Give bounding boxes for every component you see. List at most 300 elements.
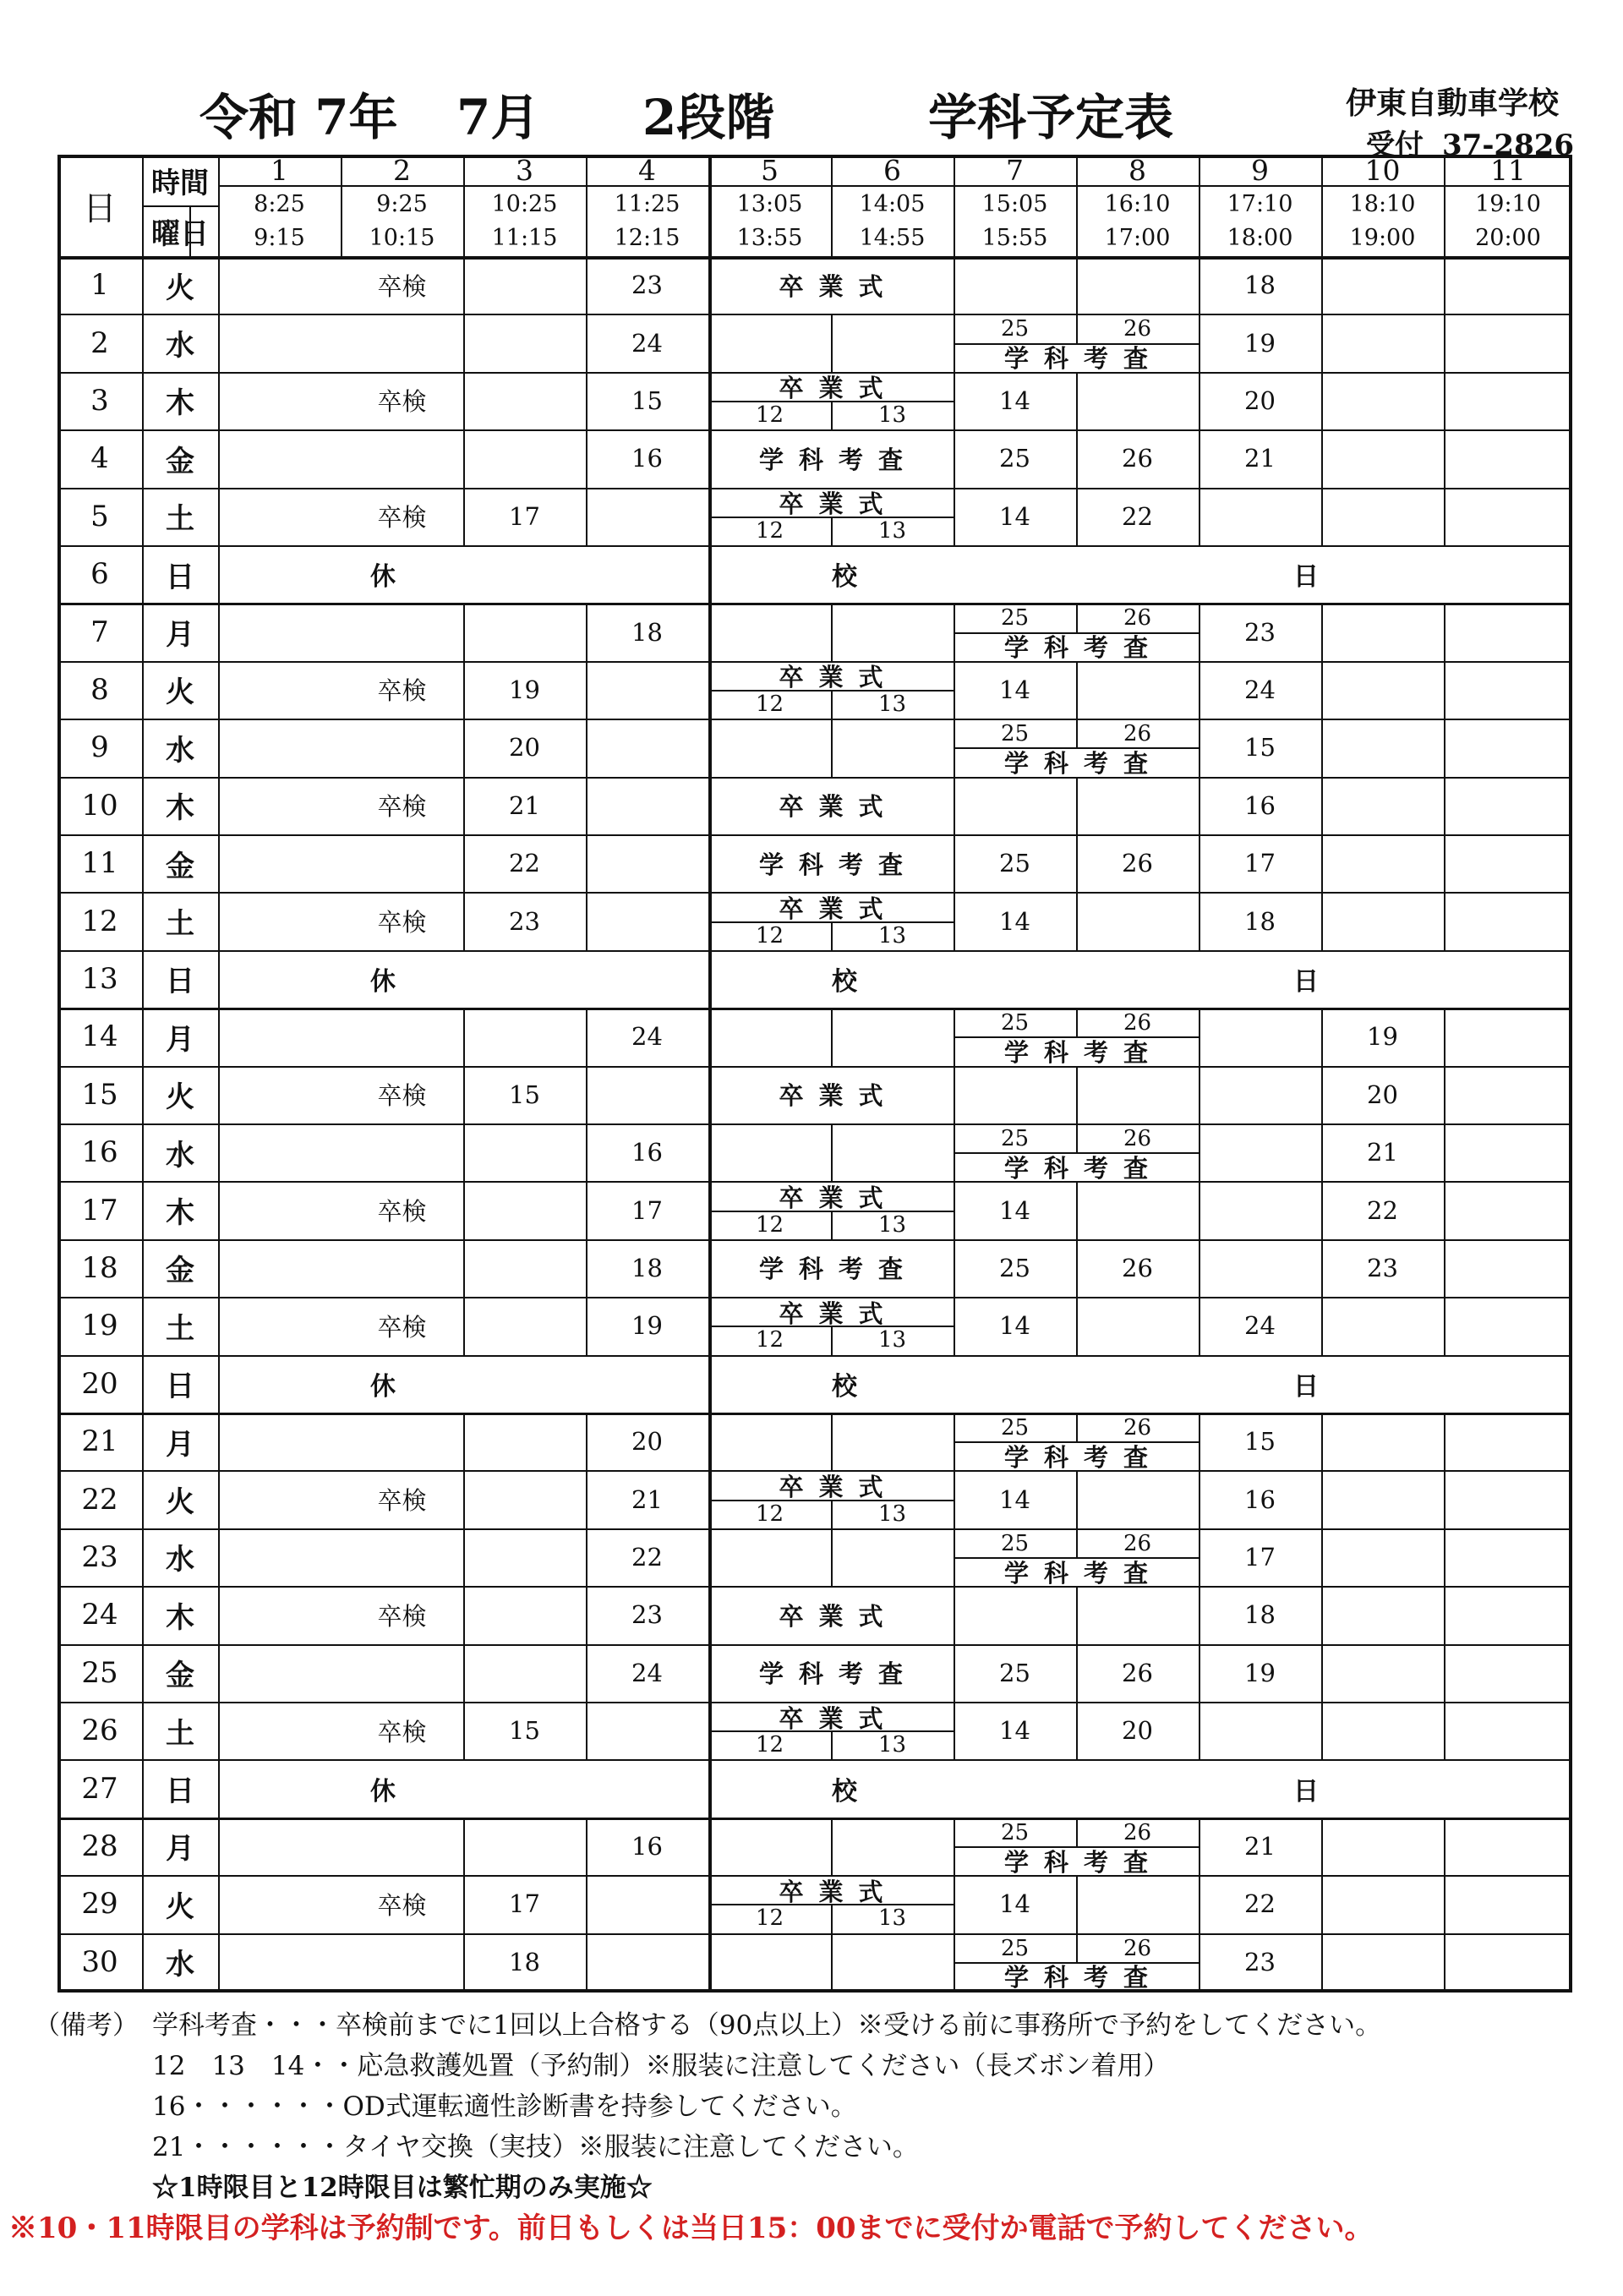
weekday: 日 — [166, 560, 194, 594]
grid-line — [463, 429, 465, 487]
grid-line — [1321, 777, 1323, 834]
written-exam: 学科考査 — [1003, 748, 1163, 778]
day-number: 7 — [90, 615, 109, 649]
grid-line — [1076, 1586, 1078, 1643]
graduation-ceremony: 卒業式 — [779, 1703, 899, 1733]
weekday: 火 — [166, 1080, 194, 1115]
period-entry: 14 — [999, 906, 1030, 936]
grid-line — [1076, 661, 1078, 719]
grid-line — [1199, 719, 1200, 776]
grid-line — [954, 1413, 955, 1470]
graduation-test: 卒検 — [377, 1197, 427, 1227]
grid-line — [954, 632, 1199, 634]
ceremony-period-6: 13 — [877, 1501, 907, 1527]
grid-line — [831, 1211, 833, 1239]
grid-line — [463, 155, 465, 256]
grid-line — [586, 1875, 587, 1932]
note-line: ☆1時限目と12時限目は繁忙期のみ実施☆ — [152, 2173, 653, 2203]
ceremony-period-6: 13 — [877, 517, 907, 544]
period-end: 9:15 — [254, 224, 305, 251]
period-entry: 20 — [1367, 1080, 1398, 1109]
ceremony-period-6: 13 — [877, 922, 907, 948]
grid-line — [954, 1818, 955, 1875]
grid-line — [1444, 1586, 1445, 1643]
grid-line — [463, 1644, 465, 1702]
grid-line — [586, 1470, 587, 1528]
reservation-warning: ※10・11時限目の学科は予約制です。前日もしくは当日15：00までに受付か電話で予約してください。 — [8, 2211, 1374, 2245]
grid-line — [1076, 1702, 1078, 1759]
exam-period-7: 25 — [1000, 1935, 1030, 1961]
stage: 2段階 — [642, 89, 775, 146]
grid-line — [1076, 372, 1078, 429]
era-year: 令和 7年 — [199, 89, 398, 146]
period-entry: 26 — [1122, 444, 1153, 473]
weekday: 日 — [166, 1369, 194, 1404]
grid-line — [954, 1875, 955, 1932]
note-line: 学科考査・・・卒検前までに1回以上合格する（90点以上）※受ける前に事務所で予約をしてください。 — [152, 2010, 1382, 2041]
ceremony-period-6: 13 — [877, 1327, 907, 1353]
holiday-char: 休 — [370, 1371, 396, 1402]
graduation-ceremony: 卒業式 — [779, 1298, 899, 1328]
period-end: 11:15 — [491, 224, 558, 251]
period-number: 5 — [761, 153, 779, 187]
grid-line — [1199, 372, 1200, 429]
day-number: 19 — [81, 1309, 118, 1343]
holiday-char: 休 — [370, 966, 396, 997]
grid-line — [1444, 1933, 1445, 1991]
grid-line — [463, 1181, 465, 1238]
grid-line — [1444, 372, 1445, 429]
grid-line — [954, 372, 955, 429]
grid-line — [1321, 372, 1323, 429]
header-period-label: 時間 — [151, 166, 209, 200]
period-number: 10 — [1364, 153, 1401, 187]
grid-line — [954, 1008, 955, 1065]
grid-line — [586, 603, 587, 660]
grid-line — [1444, 1528, 1445, 1586]
period-entry: 25 — [999, 1658, 1030, 1687]
grid-line — [1199, 1586, 1200, 1643]
grid-line — [1076, 1528, 1078, 1557]
grid-line — [1199, 1875, 1200, 1932]
grid-line — [57, 777, 1572, 779]
period-end: 20:00 — [1475, 224, 1541, 251]
grid-line — [57, 1413, 1572, 1415]
grid-line — [463, 777, 465, 834]
grid-line — [1199, 1470, 1200, 1528]
grid-line — [954, 603, 955, 660]
grid-line — [57, 372, 1572, 374]
grid-line — [57, 603, 1572, 605]
grid-line — [57, 661, 1572, 663]
written-exam: 学科考査 — [1003, 633, 1163, 663]
grid-line — [1321, 603, 1323, 660]
day-number: 1 — [90, 268, 109, 303]
exam-period-7: 25 — [1000, 316, 1030, 342]
grid-line — [1076, 892, 1078, 949]
exam-period-8: 26 — [1123, 316, 1152, 342]
weekday: 金 — [166, 1659, 194, 1693]
day-number: 17 — [81, 1193, 118, 1227]
graduation-test: 卒検 — [377, 271, 427, 301]
grid-line — [1321, 834, 1323, 892]
grid-line — [57, 1355, 1572, 1357]
grid-line — [57, 1066, 1572, 1068]
period-start: 11:25 — [614, 190, 680, 217]
period-number: 4 — [638, 153, 656, 187]
grid-line — [1321, 1239, 1323, 1297]
weekday: 火 — [166, 1889, 194, 1924]
day-number: 20 — [81, 1366, 118, 1401]
grid-line — [1444, 314, 1445, 371]
day-number: 9 — [90, 730, 109, 765]
grid-line — [954, 155, 955, 256]
period-entry: 18 — [1244, 906, 1276, 936]
grid-line — [1199, 661, 1200, 719]
grid-line — [1444, 1066, 1445, 1123]
written-exam: 学科考査 — [1003, 344, 1163, 374]
exam-period-8: 26 — [1123, 1819, 1152, 1845]
holiday-char: 校 — [832, 1776, 857, 1807]
grid-line — [1199, 777, 1200, 834]
period-entry: 20 — [509, 733, 540, 763]
period-entry: 18 — [1244, 1600, 1276, 1630]
grid-line — [954, 1297, 955, 1354]
grid-line — [1199, 1702, 1200, 1759]
grid-line — [1199, 256, 1200, 314]
ceremony-period-6: 13 — [877, 402, 907, 429]
exam-period-8: 26 — [1123, 605, 1152, 631]
grid-line — [1321, 1008, 1323, 1065]
graduation-test: 卒検 — [377, 676, 427, 706]
grid-line — [586, 314, 587, 371]
ceremony-period-6: 13 — [877, 1905, 907, 1932]
day-number: 25 — [81, 1655, 118, 1690]
period-start: 17:10 — [1227, 190, 1293, 217]
grid-line — [1321, 1875, 1323, 1932]
grid-line — [1321, 1818, 1323, 1875]
day-number: 8 — [90, 672, 109, 707]
holiday-row — [218, 1759, 1572, 1817]
period-entry: 23 — [631, 1600, 663, 1630]
graduation-ceremony: 卒業式 — [779, 894, 899, 923]
day-number: 26 — [81, 1714, 118, 1748]
grid-line — [1321, 661, 1323, 719]
period-entry: 18 — [1244, 271, 1276, 300]
period-entry: 22 — [1367, 1195, 1398, 1225]
grid-line — [831, 401, 833, 429]
grid-line — [831, 517, 833, 545]
graduation-test: 卒検 — [377, 1601, 427, 1631]
grid-line — [57, 719, 1572, 720]
exam-period-7: 25 — [1000, 1530, 1030, 1556]
grid-line — [1444, 1470, 1445, 1528]
ceremony-period-5: 12 — [755, 517, 784, 544]
exam-period-8: 26 — [1123, 1010, 1152, 1036]
period-number: 9 — [1251, 153, 1269, 187]
grid-line — [57, 1759, 1572, 1761]
day-number: 28 — [81, 1829, 118, 1863]
period-entry: 16 — [1244, 790, 1276, 820]
period-entry: 21 — [1244, 444, 1276, 473]
day-number: 4 — [90, 441, 109, 476]
grid-line — [954, 429, 955, 487]
exam-period-8: 26 — [1123, 1935, 1152, 1961]
period-entry: 21 — [509, 790, 540, 820]
day-number: 15 — [81, 1077, 118, 1112]
weekday: 木 — [166, 1196, 194, 1231]
day-number: 24 — [81, 1598, 118, 1632]
grid-line — [831, 314, 833, 371]
grid-line — [463, 719, 465, 776]
period-number: 8 — [1128, 153, 1146, 187]
grid-line — [463, 314, 465, 371]
period-entry: 17 — [1244, 1542, 1276, 1572]
grid-line — [954, 1933, 955, 1991]
period-entry: 17 — [509, 1889, 540, 1919]
holiday-row — [218, 1355, 1572, 1413]
grid-line — [218, 185, 1572, 187]
period-entry: 25 — [999, 444, 1030, 473]
grid-line — [1444, 603, 1445, 660]
period-entry: 16 — [631, 1831, 663, 1861]
grid-line — [57, 429, 1572, 431]
graduation-ceremony: 卒業式 — [779, 1081, 899, 1111]
grid-line — [1199, 155, 1200, 256]
graduation-ceremony: 卒業式 — [779, 1472, 899, 1501]
grid-line — [954, 1962, 1199, 1964]
grid-line — [1076, 1413, 1078, 1441]
graduation-ceremony: 卒業式 — [779, 271, 899, 301]
grid-line — [1199, 1413, 1200, 1470]
weekday: 日 — [166, 965, 194, 999]
grid-line — [831, 1933, 833, 1991]
written-exam: 学科考査 — [1003, 1847, 1163, 1877]
period-number: 2 — [393, 153, 411, 187]
day-number: 14 — [81, 1020, 118, 1054]
grid-line — [1076, 603, 1078, 631]
graduation-test: 卒検 — [377, 387, 427, 417]
grid-line — [1076, 429, 1078, 487]
grid-line — [586, 488, 587, 545]
grid-line — [831, 1818, 833, 1875]
grid-line — [1076, 1818, 1078, 1846]
graduation-ceremony: 卒業式 — [779, 374, 899, 403]
grid-line — [831, 1500, 833, 1528]
grid-line — [57, 1644, 1572, 1646]
grid-line — [586, 777, 587, 834]
grid-line — [1076, 1066, 1078, 1123]
grid-line — [1076, 1875, 1078, 1932]
grid-line — [1199, 1008, 1200, 1065]
grid-line — [1444, 1875, 1445, 1932]
grid-line — [57, 1818, 1572, 1820]
grid-line — [1199, 429, 1200, 487]
grid-line — [57, 1702, 1572, 1703]
holiday-char: 日 — [1293, 562, 1319, 593]
grid-line — [1199, 1181, 1200, 1238]
day-number: 22 — [81, 1482, 118, 1517]
day-number: 30 — [81, 1944, 118, 1979]
grid-line — [1321, 1297, 1323, 1354]
period-entry: 14 — [999, 385, 1030, 415]
grid-line — [586, 1933, 587, 1991]
period-entry: 25 — [999, 1253, 1030, 1282]
graduation-ceremony: 卒業式 — [779, 792, 899, 822]
grid-line — [57, 155, 1572, 158]
period-entry: 14 — [999, 1716, 1030, 1746]
grid-line — [463, 892, 465, 949]
period-start: 14:05 — [859, 190, 926, 217]
grid-line — [954, 256, 955, 314]
grid-line — [1321, 892, 1323, 949]
period-number: 11 — [1490, 153, 1526, 187]
period-end: 12:15 — [614, 224, 680, 251]
grid-line — [1444, 1123, 1445, 1181]
grid-line — [463, 1528, 465, 1586]
notes-label: （備考） — [34, 2010, 139, 2041]
grid-line — [1444, 155, 1445, 256]
weekday: 土 — [166, 1716, 194, 1751]
period-entry: 26 — [1122, 1658, 1153, 1687]
period-entry: 15 — [1244, 1427, 1276, 1457]
period-entry: 25 — [999, 849, 1030, 878]
grid-line — [1321, 1933, 1323, 1991]
grid-line — [1076, 256, 1078, 314]
grid-line — [1076, 1123, 1078, 1152]
written-exam: 学科考査 — [758, 445, 918, 474]
grid-line — [57, 892, 1572, 894]
grid-line — [1199, 1528, 1200, 1586]
weekday: 月 — [166, 1022, 194, 1057]
period-end: 14:55 — [859, 224, 926, 251]
grid-line — [1199, 1933, 1200, 1991]
grid-line — [1444, 1644, 1445, 1702]
grid-line — [463, 1297, 465, 1354]
ceremony-period-5: 12 — [755, 1211, 784, 1238]
grid-line — [954, 777, 955, 834]
grid-line — [954, 1123, 955, 1181]
grid-line — [57, 1297, 1572, 1298]
grid-line — [954, 747, 1199, 749]
grid-line — [831, 1904, 833, 1932]
grid-line — [463, 1875, 465, 1932]
ceremony-period-5: 12 — [755, 1327, 784, 1353]
day-number: 11 — [81, 846, 118, 881]
grid-line — [463, 1933, 465, 1991]
grid-line — [831, 603, 833, 660]
exam-period-8: 26 — [1123, 721, 1152, 747]
grid-line — [1076, 719, 1078, 747]
ceremony-period-5: 12 — [755, 402, 784, 429]
grid-line — [831, 1413, 833, 1470]
grid-line — [1076, 1008, 1078, 1036]
holiday-char: 校 — [832, 1371, 857, 1402]
grid-line — [586, 1528, 587, 1586]
grid-line — [586, 1297, 587, 1354]
grid-line — [586, 1818, 587, 1875]
exam-period-8: 26 — [1123, 1415, 1152, 1441]
grid-line — [1321, 1066, 1323, 1123]
reception-label: 受付 — [1366, 128, 1424, 162]
day-number: 12 — [81, 904, 118, 938]
day-number: 23 — [81, 1539, 118, 1574]
grid-line — [1076, 834, 1078, 892]
weekday: 土 — [166, 502, 194, 537]
grid-line — [57, 950, 1572, 952]
period-entry: 14 — [999, 1484, 1030, 1514]
grid-line — [1076, 1470, 1078, 1528]
period-entry: 19 — [1244, 328, 1276, 358]
grid-line — [586, 1644, 587, 1702]
page-header — [0, 0, 1623, 161]
ceremony-period-5: 12 — [755, 1501, 784, 1527]
ceremony-period-5: 12 — [755, 1732, 784, 1758]
period-end: 19:00 — [1349, 224, 1416, 251]
grid-line — [57, 1239, 1572, 1241]
weekday: 火 — [166, 675, 194, 710]
period-entry: 19 — [509, 675, 540, 704]
grid-line — [1076, 1239, 1078, 1297]
grid-line — [1444, 1413, 1445, 1470]
written-exam: 学科考査 — [1003, 1963, 1163, 1993]
grid-line — [57, 1123, 1572, 1125]
grid-line — [586, 1586, 587, 1643]
period-entry: 22 — [631, 1542, 663, 1572]
note-line: 21・・・・・・タイヤ交換（実技）※服装に注意してください。 — [152, 2132, 919, 2162]
period-entry: 14 — [999, 1889, 1030, 1919]
grid-line — [1444, 1818, 1445, 1875]
grid-line — [954, 1036, 1199, 1038]
period-start: 18:10 — [1349, 190, 1416, 217]
period-start: 16:10 — [1104, 190, 1171, 217]
weekday: 土 — [166, 907, 194, 942]
period-entry: 20 — [1122, 1716, 1153, 1746]
grid-line — [1444, 777, 1445, 834]
weekday: 火 — [166, 1485, 194, 1520]
grid-line — [586, 719, 587, 776]
period-entry: 14 — [999, 675, 1030, 704]
period-entry: 23 — [1244, 1947, 1276, 1976]
grid-line — [463, 256, 465, 314]
day-number: 16 — [81, 1135, 118, 1170]
note-line: 16・・・・・・OD式運転適性診断書を持参してください。 — [152, 2091, 857, 2122]
period-entry: 18 — [631, 617, 663, 647]
period-entry: 19 — [1244, 1658, 1276, 1687]
grid-line — [954, 834, 955, 892]
grid-line — [831, 921, 833, 950]
day-number: 13 — [81, 961, 118, 996]
grid-line — [1076, 1297, 1078, 1354]
period-entry: 24 — [631, 1022, 663, 1052]
grid-line — [1199, 1123, 1200, 1181]
written-exam: 学科考査 — [758, 1255, 918, 1284]
grid-line — [463, 603, 465, 660]
grid-line — [1199, 892, 1200, 949]
grid-line — [954, 488, 955, 545]
grid-line — [463, 1239, 465, 1297]
grid-line — [954, 314, 955, 371]
day-number: 21 — [81, 1424, 118, 1459]
weekday: 木 — [166, 791, 194, 826]
grid-line — [954, 1846, 1199, 1848]
grid-line — [1321, 719, 1323, 776]
grid-line — [954, 1470, 955, 1528]
graduation-test: 卒検 — [377, 503, 427, 533]
grid-line — [1076, 1181, 1078, 1238]
written-exam: 学科考査 — [758, 850, 918, 879]
ceremony-period-5: 12 — [755, 1905, 784, 1932]
